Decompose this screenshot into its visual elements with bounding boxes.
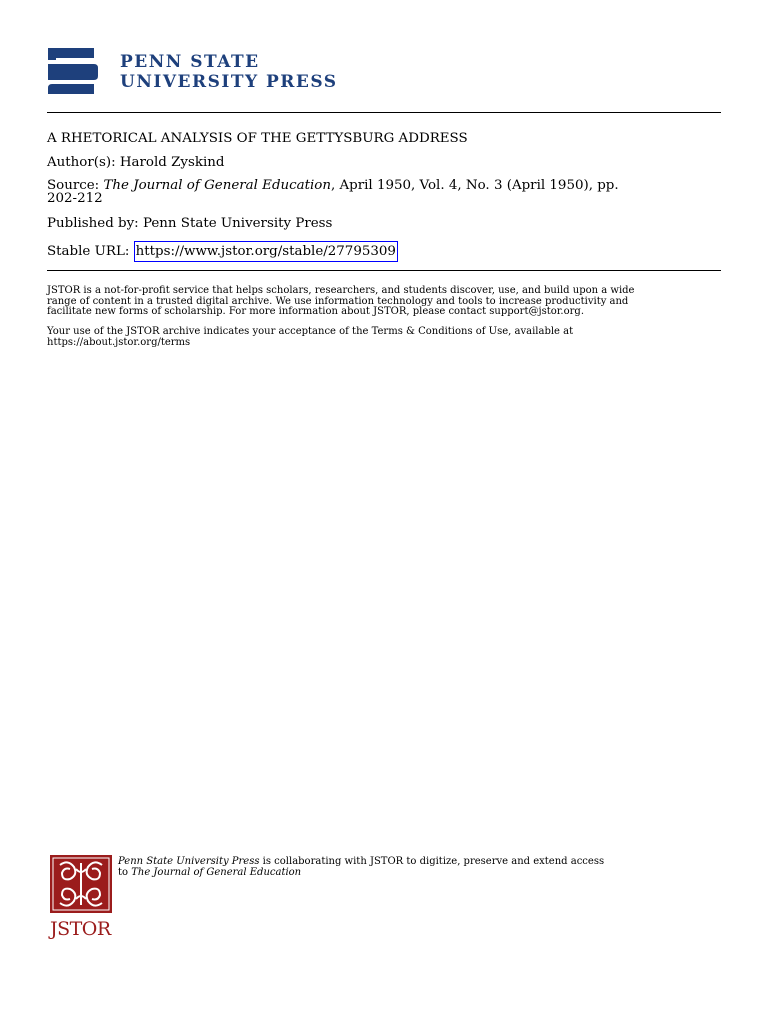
source-detail: , April 1950, Vol. 4, No. 3 (April 1950), pp. xyxy=(330,178,619,193)
logo-line-2: UNIVERSITY PRESS xyxy=(120,72,338,92)
article-title: A RHETORICAL ANALYSIS OF THE GETTYSBURG ADDRESS xyxy=(47,131,468,146)
jstor-wordmark: JSTOR xyxy=(50,918,111,940)
publisher-logo-text xyxy=(120,52,338,92)
top-divider xyxy=(47,112,721,113)
stable-url-line xyxy=(47,244,398,259)
collab-journal: The Journal of General Education xyxy=(131,867,302,878)
author-name: Harold Zyskind xyxy=(119,155,225,170)
jstor-logo xyxy=(50,855,112,940)
source-pages: 202-212 xyxy=(47,191,103,206)
jstor-emblem-icon xyxy=(50,855,112,913)
published-label: Published by: xyxy=(47,216,139,231)
source-line xyxy=(47,179,712,205)
terms-url: https://about.jstor.org/terms xyxy=(47,336,191,348)
terms-notice xyxy=(47,327,722,348)
notice-line: facilitate new forms of scholarship. For more information about JSTOR, please contact support@jstor.org. xyxy=(47,306,584,318)
logo-line-1: PENN STATE xyxy=(120,52,260,72)
author-line xyxy=(47,155,224,170)
journal-name: The Journal of General Education xyxy=(103,178,331,193)
penn-state-shield-icon xyxy=(48,48,98,96)
stable-url-label: Stable URL: xyxy=(47,244,130,259)
collab-text: is collaborating with JSTOR to digitize, preserve and extend access xyxy=(259,856,605,867)
notice-line: range of content in a trusted digital archive. We use information technology and tools to increase productivity and xyxy=(47,295,629,307)
terms-line: Your use of the JSTOR archive indicates your acceptance of the Terms & Conditions of Use, available at xyxy=(47,326,574,337)
publisher-name: Penn State University Press xyxy=(142,216,333,231)
author-label: Author(s): xyxy=(47,155,116,170)
source-label: Source: xyxy=(47,178,100,193)
collab-publisher: Penn State University Press xyxy=(118,856,260,867)
stable-url-link[interactable]: https://www.jstor.org/stable/27795309 xyxy=(134,241,398,262)
published-by-line xyxy=(47,216,332,231)
publisher-logo xyxy=(48,48,338,96)
bottom-divider xyxy=(47,270,721,271)
jstor-notice xyxy=(47,286,722,318)
collaboration-statement xyxy=(118,856,708,878)
collab-to: to xyxy=(118,867,132,878)
notice-line: JSTOR is a not-for-profit service that helps scholars, researchers, and students discover, use, and build upon a wide xyxy=(47,285,635,296)
